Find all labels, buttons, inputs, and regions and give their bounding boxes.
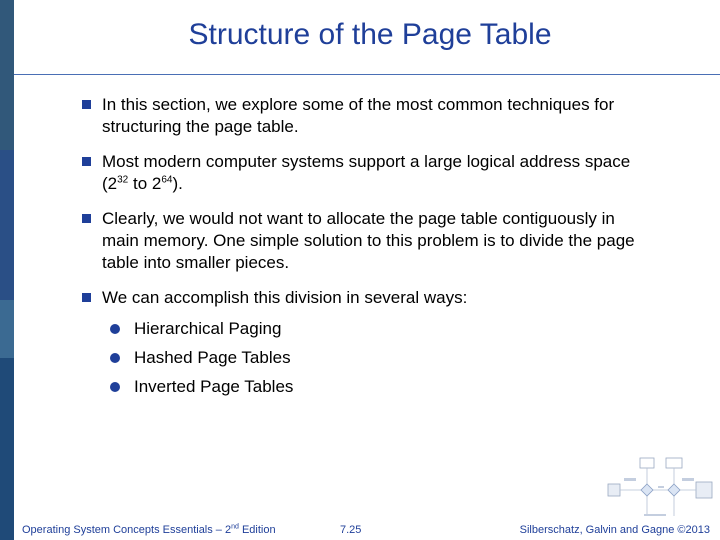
title-divider (14, 74, 720, 75)
diagram-label-mark (658, 486, 664, 488)
square-bullet-icon (82, 100, 91, 109)
bullet-text: We can accomplish this division in several ways: (102, 288, 468, 307)
sub-bullet-item (82, 318, 642, 340)
square-bullet-icon (82, 293, 91, 302)
bullet-text: Most modern computer systems support a large logical address space ($2^{32}$ to $2^{64}$). (102, 152, 631, 193)
bullet-item (82, 208, 642, 274)
round-bullet-icon (110, 324, 120, 334)
diagram-box (608, 484, 620, 496)
square-bullet-icon (82, 214, 91, 223)
sub-bullet-item (82, 376, 642, 398)
left-bar-segment (0, 150, 14, 300)
bullet-item (82, 287, 642, 309)
slide-title: Structure of the Page Table (188, 18, 552, 51)
bullet-item (82, 151, 642, 195)
bullet-text: Clearly, we would not want to allocate the page table contiguously in main memory. One simple solution to this problem is to divide the page table into smaller pieces. (102, 209, 635, 272)
sub-bullet-text: Inverted Page Tables (134, 377, 294, 396)
bullet-list (82, 94, 642, 405)
diagram-label-mark (644, 514, 666, 516)
diagram-diamond (641, 484, 653, 496)
left-bar-segment (0, 300, 14, 358)
diagram-box (640, 458, 654, 468)
sub-bullet-text: Hierarchical Paging (134, 319, 282, 338)
diagram-label-mark (624, 478, 636, 481)
diagram-box (666, 458, 682, 468)
left-bar-segment (0, 0, 14, 150)
diagram-diamond (668, 484, 680, 496)
sub-bullet-item (82, 347, 642, 369)
bullet-item (82, 94, 642, 138)
paging-diagram-thumbnail (604, 456, 716, 524)
footer-book-title: Operating System Concepts Essentials – 2nd Edition (22, 523, 276, 536)
left-bar-segment (0, 358, 14, 540)
round-bullet-icon (110, 382, 120, 392)
footer-copyright: Silberschatz, Galvin and Gagne ©2013 (519, 524, 710, 536)
round-bullet-icon (110, 353, 120, 363)
diagram-label-mark (682, 478, 694, 481)
square-bullet-icon (82, 157, 91, 166)
diagram-box (696, 482, 712, 498)
sub-bullet-text: Hashed Page Tables (134, 348, 291, 367)
left-accent-bar (0, 0, 14, 540)
bullet-text: In this section, we explore some of the most common techniques for structuring the page table. (102, 95, 615, 136)
footer-page-number: 7.25 (340, 524, 362, 536)
